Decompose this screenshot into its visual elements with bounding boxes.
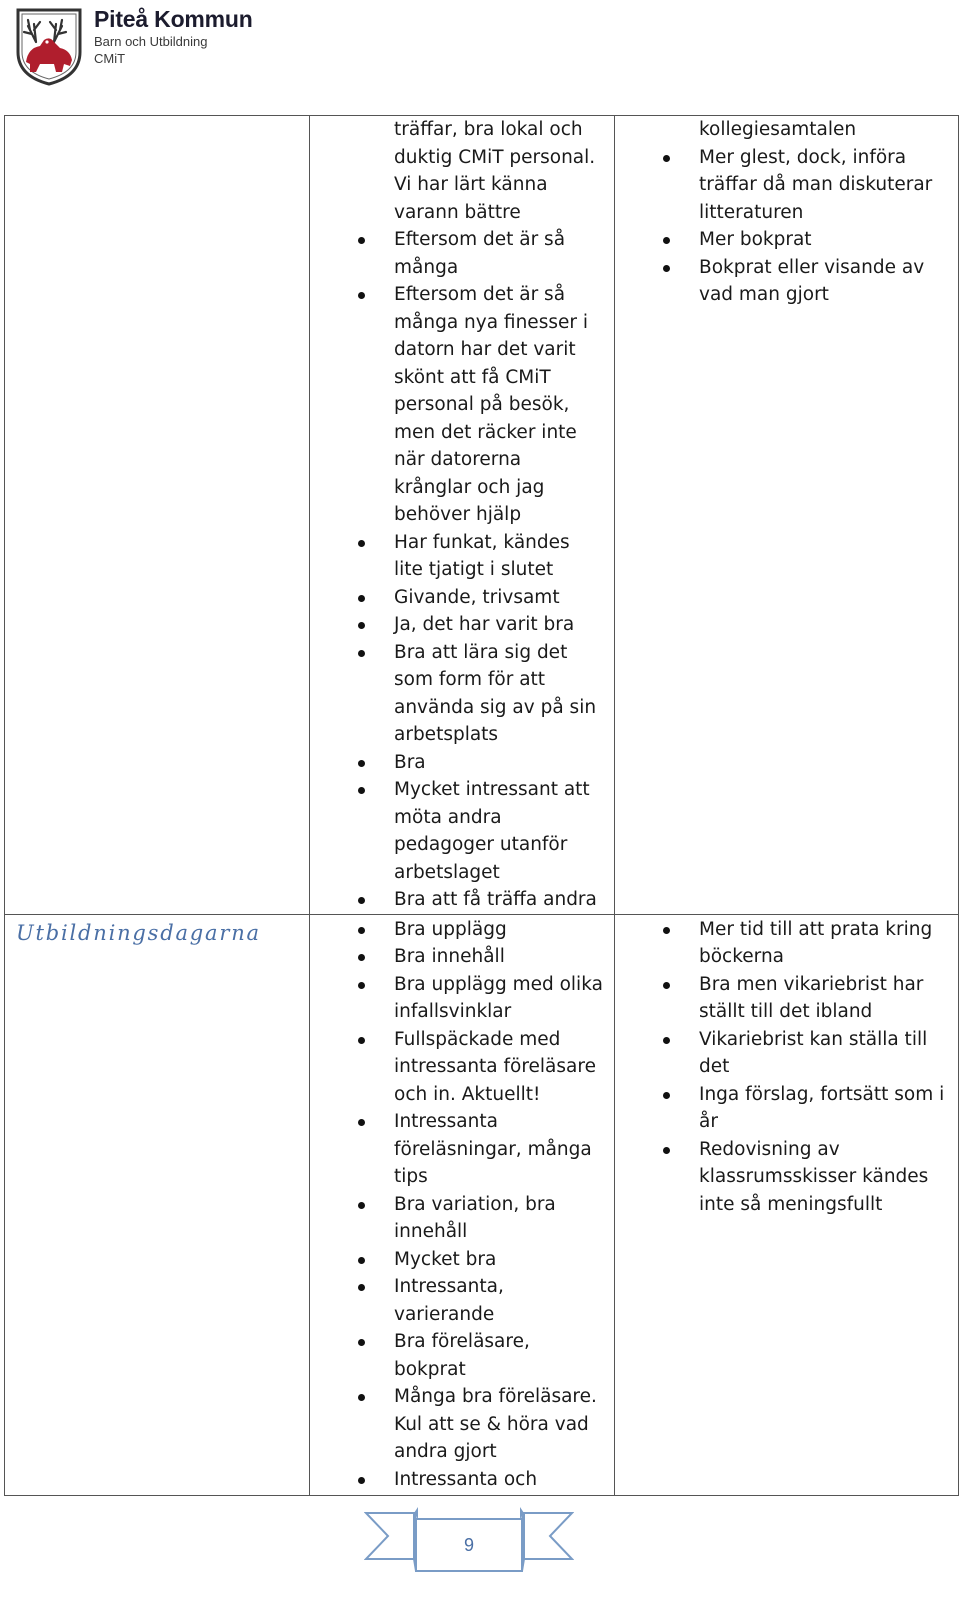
list-item: Bra variation, bra innehåll xyxy=(310,1191,614,1246)
page-number: 9 xyxy=(463,1535,474,1555)
opinions-cell xyxy=(310,116,615,915)
opinions-list xyxy=(310,116,614,914)
list-item: Bra föreläsare, bokprat xyxy=(310,1328,614,1383)
dept-unit: CMiT xyxy=(94,51,126,66)
row-title: Utbildningsdagarna xyxy=(16,920,261,945)
list-item: Bra innehåll xyxy=(310,943,614,971)
page-number-ribbon xyxy=(364,1505,574,1575)
list-item: Eftersom det är så många xyxy=(310,226,614,281)
suggestions-list xyxy=(615,916,958,1219)
list-item: Bokprat eller visande av vad man gjort xyxy=(615,254,958,309)
list-item: Många bra föreläsare. Kul att se & höra vad andra gjort xyxy=(310,1383,614,1466)
list-item: Mer glest, dock, införa träffar då man diskuterar litteraturen xyxy=(615,144,958,227)
table-row xyxy=(5,116,959,915)
list-item: Intressanta, varierande xyxy=(310,1273,614,1328)
list-item: Givande, trivsamt xyxy=(310,584,614,612)
list-item: Bra upplägg med olika infallsvinklar xyxy=(310,971,614,1026)
list-item: Mer tid till att prata kring böckerna xyxy=(615,916,958,971)
list-item: Har funkat, kändes lite tjatigt i slutet xyxy=(310,529,614,584)
list-item: Inga förslag, fortsätt som i år xyxy=(615,1081,958,1136)
list-item: Eftersom det är så många nya finesser i datorn har det varit skönt att få CMiT personal på besök, men det räcker inte när datorerna krånglar och jag behöver hjälp xyxy=(310,281,614,529)
list-item: Bra men vikariebrist har ställt till det ibland xyxy=(615,971,958,1026)
list-item: träffar, bra lokal och duktig CMiT personal. Vi har lärt känna varann bättre xyxy=(394,119,596,223)
list-item: kollegiesamtalen xyxy=(699,119,857,140)
evaluation-table xyxy=(4,115,959,1496)
suggestions-cell xyxy=(615,116,959,915)
list-item: Intressanta föreläsningar, många tips xyxy=(310,1108,614,1191)
org-name: Piteå Kommun xyxy=(94,6,253,32)
list-item: Fullspäckade med intressanta föreläsare och in. Aktuellt! xyxy=(310,1026,614,1109)
reindeer-shield-icon xyxy=(14,2,84,86)
list-item: Mycket intressant att möta andra pedagoger utanför arbetslaget xyxy=(310,776,614,886)
municipality-logo xyxy=(14,2,294,88)
opinions-cell xyxy=(310,914,615,1496)
row-title-cell xyxy=(5,116,310,915)
list-item: Vikariebrist kan ställa till det xyxy=(615,1026,958,1081)
row-title-cell xyxy=(5,914,310,1496)
row-title xyxy=(5,116,309,122)
list-item: Redovisning av klassrumsskisser kändes inte så meningsfullt xyxy=(615,1136,958,1219)
suggestions-list xyxy=(615,116,958,309)
list-item: Bra upplägg xyxy=(310,916,614,944)
table-row xyxy=(5,914,959,1496)
suggestions-cell xyxy=(615,914,959,1496)
list-item: Bra att lära sig det som form för att använda sig av på sin arbetsplats xyxy=(310,639,614,749)
list-item: Intressanta och xyxy=(310,1466,614,1494)
list-item: Bra xyxy=(310,749,614,777)
opinions-list xyxy=(310,916,614,1494)
list-item: Bra att få träffa andra xyxy=(310,886,614,914)
list-item: Mer bokprat xyxy=(615,226,958,254)
dept-name: Barn och Utbildning xyxy=(94,34,208,49)
list-item: Mycket bra xyxy=(310,1246,614,1274)
list-item: Ja, det har varit bra xyxy=(310,611,614,639)
